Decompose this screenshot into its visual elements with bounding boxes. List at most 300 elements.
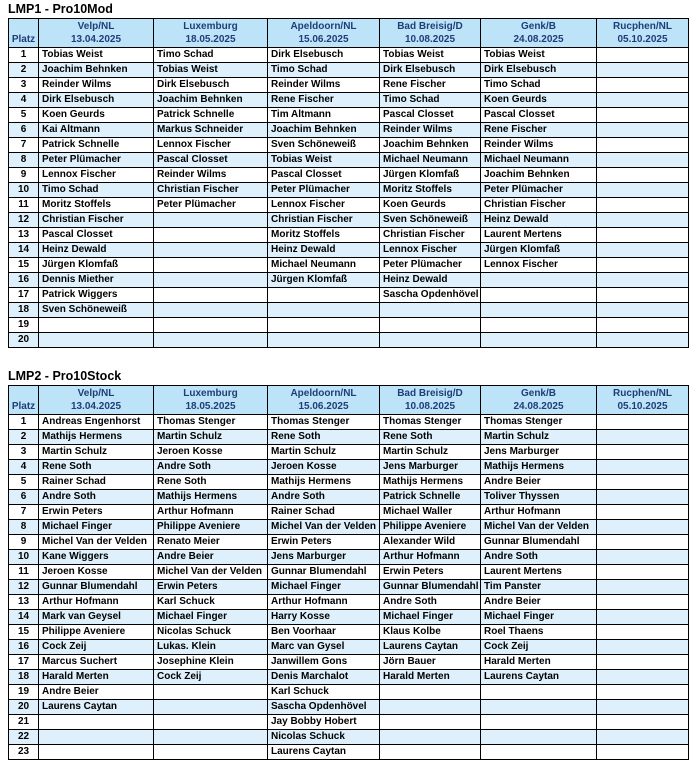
driver-cell (597, 63, 689, 78)
driver-cell: Toliver Thyssen (481, 490, 597, 505)
driver-cell: Peter Plümacher (268, 183, 380, 198)
driver-cell: Tim Panster (481, 580, 597, 595)
driver-cell: Rene Soth (154, 475, 268, 490)
event-date: 13.04.2025 (70, 401, 122, 412)
header-row (9, 19, 689, 48)
driver-cell (380, 730, 481, 745)
driver-cell: Andreas Engenhorst (39, 415, 154, 430)
driver-cell: Erwin Peters (268, 535, 380, 550)
position-cell: 23 (9, 745, 39, 760)
driver-cell (597, 550, 689, 565)
driver-cell: Andre Soth (481, 550, 597, 565)
table-row (9, 520, 689, 535)
position-cell: 1 (9, 48, 39, 63)
driver-cell: Arthur Hofmann (380, 550, 481, 565)
table-row (9, 700, 689, 715)
event-date: 13.04.2025 (70, 34, 122, 45)
driver-cell (597, 535, 689, 550)
section-title-lmp2: LMP2 - Pro10Stock (8, 369, 122, 383)
driver-cell: Dirk Elsebusch (481, 63, 597, 78)
driver-cell (597, 153, 689, 168)
position-cell: 10 (9, 183, 39, 198)
event-venue: Velp/NL (77, 20, 115, 32)
table-row (9, 168, 689, 183)
driver-cell: Koen Geurds (481, 93, 597, 108)
header-platz (9, 19, 39, 48)
driver-cell (597, 715, 689, 730)
driver-cell: Timo Schad (39, 183, 154, 198)
driver-cell: Laurent Mertens (481, 565, 597, 580)
driver-cell (597, 303, 689, 318)
results-table-lmp2 (8, 385, 689, 760)
table-row (9, 625, 689, 640)
driver-cell (154, 243, 268, 258)
driver-cell: Christian Fischer (481, 198, 597, 213)
driver-cell: Michael Neumann (380, 153, 481, 168)
driver-cell: Laurens Caytan (481, 670, 597, 685)
driver-cell: Jürgen Klomfaß (39, 258, 154, 273)
driver-cell: Martin Schulz (39, 445, 154, 460)
driver-cell (597, 78, 689, 93)
driver-cell: Tobias Weist (268, 153, 380, 168)
driver-cell (597, 610, 689, 625)
driver-cell: Martin Schulz (154, 430, 268, 445)
driver-cell (597, 730, 689, 745)
driver-cell: Moritz Stoffels (380, 183, 481, 198)
driver-cell: Rene Fischer (380, 78, 481, 93)
driver-cell: Moritz Stoffels (268, 228, 380, 243)
position-cell: 5 (9, 475, 39, 490)
driver-cell: Lennox Fischer (154, 138, 268, 153)
driver-cell: Sven Schöneweiß (39, 303, 154, 318)
driver-cell: Tobias Weist (380, 48, 481, 63)
driver-cell: Harald Merten (39, 670, 154, 685)
driver-cell: Michael Finger (481, 610, 597, 625)
driver-cell: Kane Wiggers (39, 550, 154, 565)
position-cell: 20 (9, 700, 39, 715)
driver-cell: Sascha Opdenhövel (268, 700, 380, 715)
driver-cell: Janwillem Gons (268, 655, 380, 670)
driver-cell (39, 318, 154, 333)
driver-cell: Reinder Wilms (380, 123, 481, 138)
driver-cell: Mathijs Hermens (154, 490, 268, 505)
table-row (9, 655, 689, 670)
driver-cell (597, 213, 689, 228)
header-event (380, 386, 481, 415)
position-cell: 2 (9, 63, 39, 78)
table-row (9, 48, 689, 63)
position-cell: 19 (9, 318, 39, 333)
header-event (154, 386, 268, 415)
driver-cell: Rene Fischer (268, 93, 380, 108)
driver-cell: Jeroen Kosse (154, 445, 268, 460)
driver-cell: Tim Altmann (268, 108, 380, 123)
driver-cell (597, 580, 689, 595)
driver-cell (268, 303, 380, 318)
driver-cell: Laurens Caytan (380, 640, 481, 655)
driver-cell: Joachim Behnken (481, 168, 597, 183)
driver-cell: Michel Van der Velden (481, 520, 597, 535)
position-cell: 11 (9, 198, 39, 213)
position-cell: 5 (9, 108, 39, 123)
driver-cell: Heinz Dewald (481, 213, 597, 228)
driver-cell: Lennox Fischer (380, 243, 481, 258)
driver-cell: Laurens Caytan (39, 700, 154, 715)
driver-cell: Philippe Aveniere (39, 625, 154, 640)
driver-cell: Patrick Wiggers (39, 288, 154, 303)
driver-cell: Mathijs Hermens (380, 475, 481, 490)
driver-cell: Erwin Peters (380, 565, 481, 580)
driver-cell: Laurens Caytan (268, 745, 380, 760)
driver-cell (597, 415, 689, 430)
driver-cell: Thomas Stenger (380, 415, 481, 430)
driver-cell (154, 273, 268, 288)
driver-cell: Michel Van der Velden (268, 520, 380, 535)
table-row (9, 445, 689, 460)
driver-cell: Koen Geurds (39, 108, 154, 123)
driver-cell (597, 460, 689, 475)
driver-cell (154, 700, 268, 715)
driver-cell: Timo Schad (268, 63, 380, 78)
driver-cell: Denis Marchalot (268, 670, 380, 685)
driver-cell: Jens Marburger (380, 460, 481, 475)
table-row (9, 430, 689, 445)
event-venue: Luxemburg (183, 387, 238, 399)
driver-cell (380, 715, 481, 730)
driver-cell: Harald Merten (380, 670, 481, 685)
position-cell: 7 (9, 505, 39, 520)
driver-cell (380, 745, 481, 760)
table-row (9, 153, 689, 168)
position-cell: 13 (9, 228, 39, 243)
position-cell: 6 (9, 490, 39, 505)
driver-cell (268, 333, 380, 348)
driver-cell: Michael Neumann (268, 258, 380, 273)
driver-cell: Arthur Hofmann (154, 505, 268, 520)
header-event (268, 386, 380, 415)
driver-cell: Mathijs Hermens (481, 460, 597, 475)
driver-cell: Patrick Schnelle (154, 108, 268, 123)
table-row (9, 565, 689, 580)
driver-cell: Rene Soth (380, 430, 481, 445)
event-date: 18.05.2025 (185, 34, 236, 45)
position-cell: 8 (9, 153, 39, 168)
driver-cell (481, 715, 597, 730)
driver-cell: Rene Soth (39, 460, 154, 475)
driver-cell: Thomas Stenger (481, 415, 597, 430)
position-cell: 22 (9, 730, 39, 745)
driver-cell: Mark van Geysel (39, 610, 154, 625)
table-row (9, 475, 689, 490)
header-platz (9, 386, 39, 415)
driver-cell: Dirk Elsebusch (39, 93, 154, 108)
driver-cell (380, 333, 481, 348)
driver-cell: Ben Voorhaar (268, 625, 380, 640)
driver-cell: Joachim Behnken (268, 123, 380, 138)
driver-cell: Andre Soth (154, 460, 268, 475)
driver-cell: Dirk Elsebusch (380, 63, 481, 78)
driver-cell: Peter Plümacher (154, 198, 268, 213)
driver-cell: Sascha Opdenhövel (380, 288, 481, 303)
table-row (9, 273, 689, 288)
driver-cell: Kai Altmann (39, 123, 154, 138)
driver-cell: Gunnar Blumendahl (268, 565, 380, 580)
driver-cell: Martin Schulz (268, 445, 380, 460)
driver-cell: Heinz Dewald (268, 243, 380, 258)
driver-cell (597, 228, 689, 243)
position-cell: 10 (9, 550, 39, 565)
driver-cell: Moritz Stoffels (39, 198, 154, 213)
driver-cell (39, 715, 154, 730)
driver-cell (154, 745, 268, 760)
position-cell: 18 (9, 670, 39, 685)
driver-cell: Lennox Fischer (268, 198, 380, 213)
driver-cell: Lennox Fischer (39, 168, 154, 183)
section-title-lmp1: LMP1 - Pro10Mod (8, 2, 113, 16)
driver-cell (597, 655, 689, 670)
driver-cell (597, 243, 689, 258)
position-cell: 2 (9, 430, 39, 445)
driver-cell (597, 685, 689, 700)
driver-cell: Dirk Elsebusch (154, 78, 268, 93)
event-date: 15.06.2025 (298, 34, 349, 45)
driver-cell (597, 475, 689, 490)
driver-cell: Michel Van der Velden (154, 565, 268, 580)
position-cell: 16 (9, 640, 39, 655)
platz-label: Platz (11, 401, 36, 412)
driver-cell: Tobias Weist (39, 48, 154, 63)
driver-cell: Michael Waller (380, 505, 481, 520)
driver-cell: Pascal Closset (268, 168, 380, 183)
position-cell: 3 (9, 445, 39, 460)
driver-cell: Andre Soth (380, 595, 481, 610)
driver-cell: Mathijs Hermens (268, 475, 380, 490)
driver-cell: Laurent Mertens (481, 228, 597, 243)
driver-cell (39, 730, 154, 745)
driver-cell: Jürgen Klomfaß (481, 243, 597, 258)
driver-cell: Andre Beier (481, 595, 597, 610)
driver-cell (597, 700, 689, 715)
position-cell: 7 (9, 138, 39, 153)
driver-cell (597, 640, 689, 655)
driver-cell: Nicolas Schuck (268, 730, 380, 745)
driver-cell (481, 318, 597, 333)
driver-cell (597, 430, 689, 445)
event-date: 05.10.2025 (617, 401, 668, 412)
event-venue: Rucphen/NL (613, 387, 672, 399)
driver-cell: Josephine Klein (154, 655, 268, 670)
driver-cell: Peter Plümacher (481, 183, 597, 198)
table-row (9, 63, 689, 78)
driver-cell (154, 288, 268, 303)
driver-cell: Joachim Behnken (39, 63, 154, 78)
table-row (9, 213, 689, 228)
driver-cell: Pascal Closset (39, 228, 154, 243)
position-cell: 4 (9, 460, 39, 475)
driver-cell: Karl Schuck (268, 685, 380, 700)
driver-cell (597, 625, 689, 640)
driver-cell (154, 213, 268, 228)
header-event (154, 19, 268, 48)
driver-cell: Rainer Schad (39, 475, 154, 490)
position-cell: 3 (9, 78, 39, 93)
driver-cell (268, 288, 380, 303)
driver-cell: Heinz Dewald (39, 243, 154, 258)
driver-cell (154, 303, 268, 318)
table-row (9, 670, 689, 685)
driver-cell (154, 318, 268, 333)
driver-cell (597, 108, 689, 123)
event-date: 24.08.2025 (513, 401, 564, 412)
header-spacer (9, 387, 38, 401)
table-row (9, 715, 689, 730)
position-cell: 4 (9, 93, 39, 108)
driver-cell: Gunnar Blumendahl (39, 580, 154, 595)
driver-cell (154, 228, 268, 243)
driver-cell: Nicolas Schuck (154, 625, 268, 640)
event-venue: Velp/NL (77, 387, 115, 399)
driver-cell: Dennis Miether (39, 273, 154, 288)
driver-cell: Michael Neumann (481, 153, 597, 168)
table-row (9, 243, 689, 258)
driver-cell: Harald Merten (481, 655, 597, 670)
driver-cell: Sven Schöneweiß (380, 213, 481, 228)
driver-cell (597, 490, 689, 505)
driver-cell (597, 183, 689, 198)
table-row (9, 288, 689, 303)
driver-cell (597, 333, 689, 348)
driver-cell: Timo Schad (154, 48, 268, 63)
driver-cell: Koen Geurds (380, 198, 481, 213)
driver-cell: Andre Soth (39, 490, 154, 505)
driver-cell: Reinder Wilms (154, 168, 268, 183)
header-event (39, 19, 154, 48)
driver-cell: Marc van Gysel (268, 640, 380, 655)
driver-cell: Sven Schöneweiß (268, 138, 380, 153)
driver-cell: Lennox Fischer (481, 258, 597, 273)
driver-cell: Andre Beier (154, 550, 268, 565)
table-row (9, 730, 689, 745)
driver-cell: Jens Marburger (481, 445, 597, 460)
table-row (9, 183, 689, 198)
driver-cell (597, 123, 689, 138)
driver-cell: Jeroen Kosse (268, 460, 380, 475)
table-row (9, 460, 689, 475)
position-cell: 12 (9, 580, 39, 595)
driver-cell: Philippe Aveniere (154, 520, 268, 535)
table-row (9, 228, 689, 243)
driver-cell (597, 505, 689, 520)
driver-cell: Arthur Hofmann (268, 595, 380, 610)
driver-cell: Rene Soth (268, 430, 380, 445)
driver-cell (154, 258, 268, 273)
driver-cell (597, 595, 689, 610)
position-cell: 17 (9, 655, 39, 670)
table-row (9, 318, 689, 333)
event-venue: Bad Breisig/D (397, 20, 463, 32)
driver-cell: Christian Fischer (380, 228, 481, 243)
driver-cell: Renato Meier (154, 535, 268, 550)
driver-cell: Martin Schulz (380, 445, 481, 460)
header-event (39, 386, 154, 415)
position-cell: 19 (9, 685, 39, 700)
table-row (9, 108, 689, 123)
event-date: 10.08.2025 (404, 34, 456, 45)
driver-cell: Martin Schulz (481, 430, 597, 445)
event-venue: Luxemburg (183, 20, 238, 32)
driver-cell: Mathijs Hermens (39, 430, 154, 445)
driver-cell: Peter Plümacher (380, 258, 481, 273)
driver-cell (481, 685, 597, 700)
driver-cell: Arthur Hofmann (39, 595, 154, 610)
header-row (9, 386, 689, 415)
driver-cell: Andre Soth (268, 490, 380, 505)
driver-cell: Christian Fischer (268, 213, 380, 228)
position-cell: 16 (9, 273, 39, 288)
driver-cell (597, 138, 689, 153)
driver-cell: Jürgen Klomfaß (380, 168, 481, 183)
driver-cell: Cock Zeij (39, 640, 154, 655)
driver-cell (154, 685, 268, 700)
driver-cell: Timo Schad (380, 93, 481, 108)
header-event (481, 19, 597, 48)
driver-cell (597, 318, 689, 333)
driver-cell: Peter Plümacher (39, 153, 154, 168)
driver-cell (268, 318, 380, 333)
table-row (9, 303, 689, 318)
table-row (9, 685, 689, 700)
driver-cell: Andre Beier (39, 685, 154, 700)
driver-cell (597, 670, 689, 685)
driver-cell (154, 715, 268, 730)
table-row (9, 198, 689, 213)
driver-cell (597, 745, 689, 760)
driver-cell: Klaus Kolbe (380, 625, 481, 640)
driver-cell (481, 333, 597, 348)
position-cell: 15 (9, 625, 39, 640)
driver-cell: Markus Schneider (154, 123, 268, 138)
position-cell: 14 (9, 610, 39, 625)
table-row (9, 610, 689, 625)
driver-cell: Jörn Bauer (380, 655, 481, 670)
table-row (9, 258, 689, 273)
driver-cell: Rene Fischer (481, 123, 597, 138)
driver-cell (481, 288, 597, 303)
driver-cell: Reinder Wilms (268, 78, 380, 93)
position-cell: 12 (9, 213, 39, 228)
position-cell: 14 (9, 243, 39, 258)
driver-cell (154, 730, 268, 745)
driver-cell: Joachim Behnken (154, 93, 268, 108)
table-row (9, 138, 689, 153)
position-cell: 17 (9, 288, 39, 303)
driver-cell: Karl Schuck (154, 595, 268, 610)
driver-cell: Lukas. Klein (154, 640, 268, 655)
driver-cell: Reinder Wilms (39, 78, 154, 93)
event-venue: Bad Breisig/D (397, 387, 463, 399)
position-cell: 20 (9, 333, 39, 348)
table-row (9, 333, 689, 348)
position-cell: 8 (9, 520, 39, 535)
driver-cell (597, 288, 689, 303)
position-cell: 18 (9, 303, 39, 318)
driver-cell: Pascal Closset (481, 108, 597, 123)
driver-cell: Andre Beier (481, 475, 597, 490)
driver-cell: Philippe Aveniere (380, 520, 481, 535)
position-cell: 1 (9, 415, 39, 430)
driver-cell: Arthur Hofmann (481, 505, 597, 520)
table-row (9, 505, 689, 520)
